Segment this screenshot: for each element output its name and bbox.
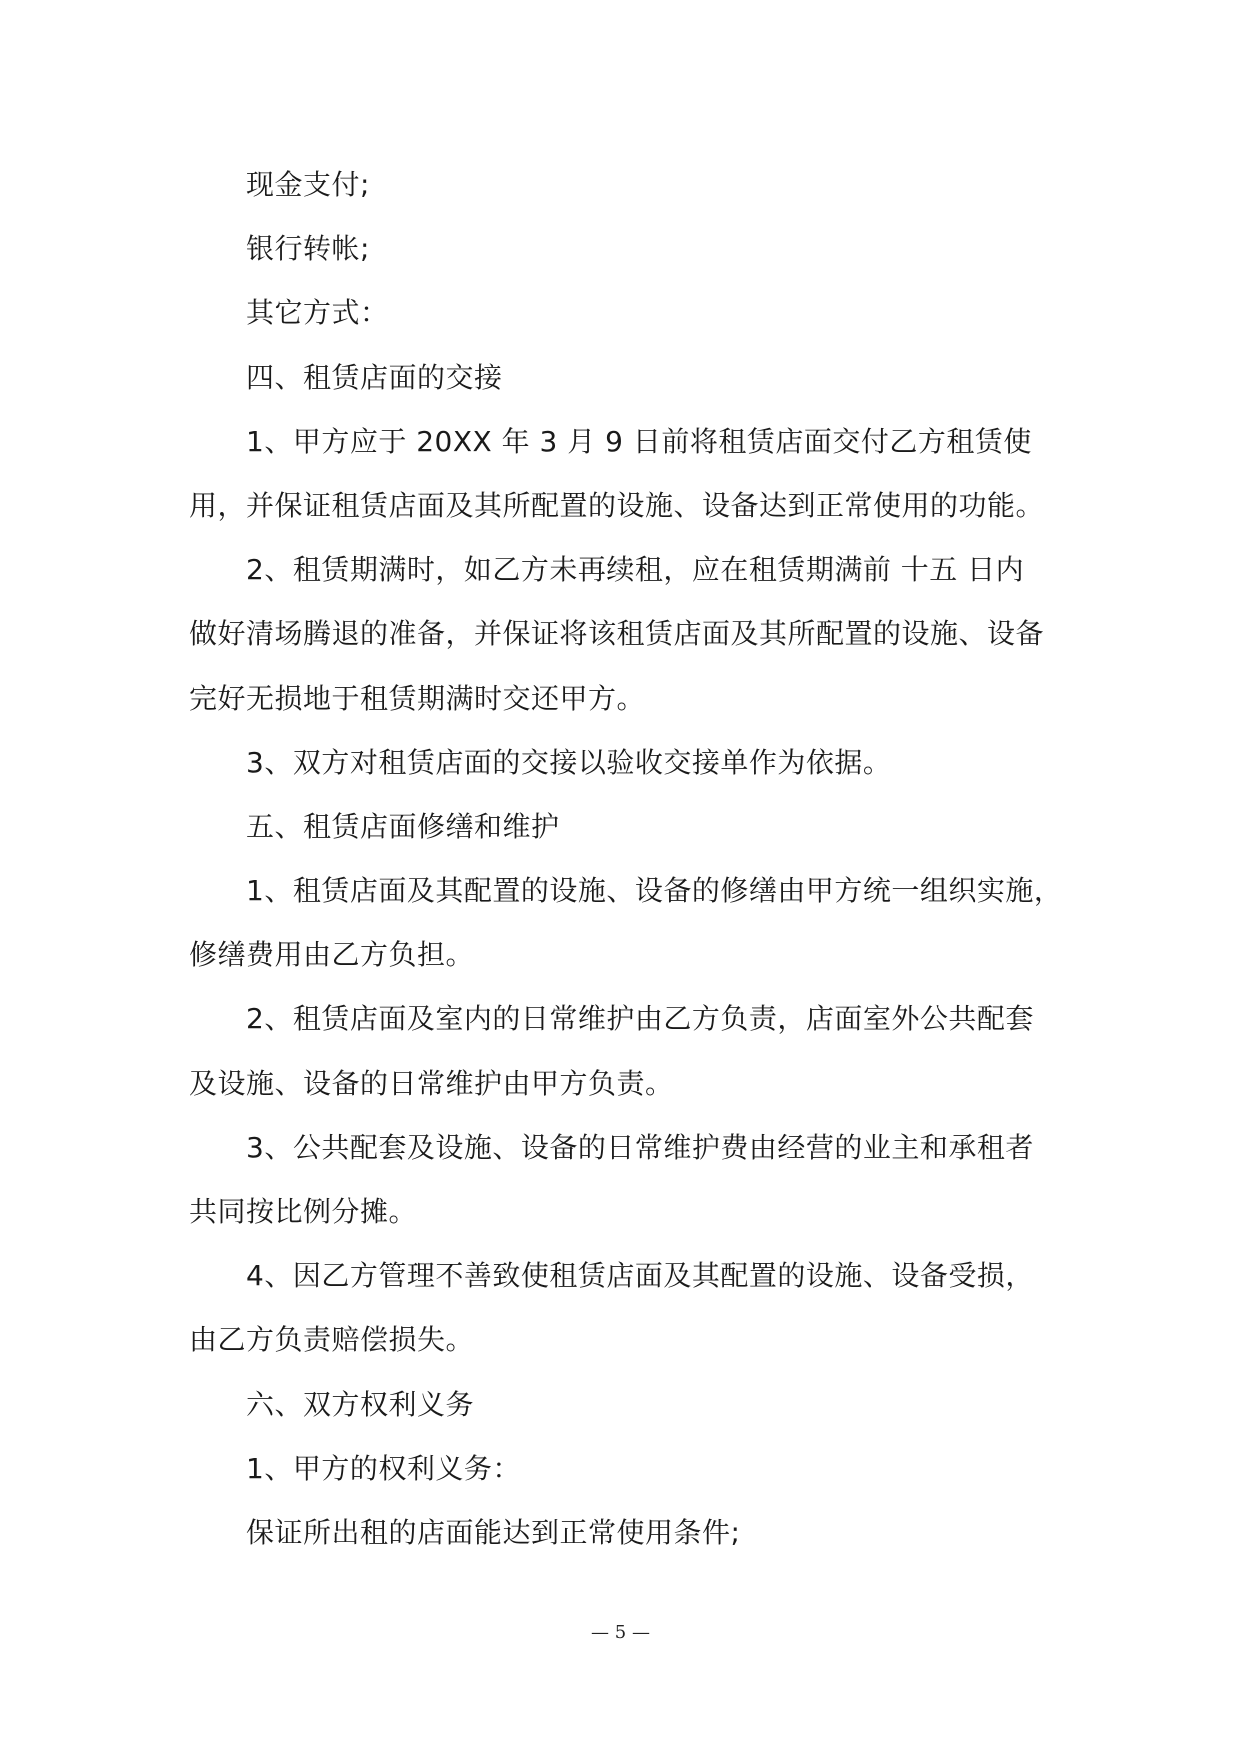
paragraph-line: 及设施、设备的日常维护由甲方负责。 [189, 1066, 674, 1100]
paragraph-line: 做好清场腾退的准备，并保证将该租赁店面及其所配置的设施、设备 [189, 617, 1045, 651]
paragraph-line: 保证所出租的店面能达到正常使用条件; [246, 1515, 741, 1549]
paragraph-line: 现金支付; [246, 168, 370, 201]
paragraph-line: 1、甲方应于 20XX 年 3 月 9 日前将租赁店面交付乙方租赁使 [246, 424, 1032, 458]
paragraph-line: 4、因乙方管理不善致使租赁店面及其配置的设施、设备受损， [246, 1259, 1034, 1293]
paragraph-line: 完好无损地于租赁期满时交还甲方。 [189, 681, 646, 715]
paragraph-line: 共同按比例分摊。 [189, 1195, 418, 1228]
paragraph-line: 银行转帐; [246, 232, 370, 266]
section-heading: 六、双方权利义务 [246, 1387, 475, 1421]
paragraph-line: 3、公共配套及设施、设备的日常维护费由经营的业主和承租者 [246, 1130, 1034, 1164]
paragraph-line: 由乙方负责赔偿损失。 [189, 1323, 475, 1357]
paragraph-line: 1、租赁店面及其配置的设施、设备的修缮由甲方统一组织实施， [246, 874, 1063, 908]
section-heading: 四、租赁店面的交接 [246, 360, 503, 394]
paragraph-line: 2、租赁店面及室内的日常维护由乙方负责，店面室外公共配套 [246, 1002, 1034, 1036]
paragraph-line: 3、双方对租赁店面的交接以验收交接单作为依据。 [246, 745, 892, 779]
document-body [189, 153, 1063, 1565]
page-number: — 5 — [591, 1622, 650, 1643]
section-heading: 五、租赁店面修缮和维护 [246, 809, 560, 843]
paragraph-line: 2、租赁期满时，如乙方未再续租，应在租赁期满前 十五 日内 [246, 553, 1025, 587]
paragraph-line: 其它方式： [246, 296, 389, 330]
paragraph-line: 1、甲方的权利义务： [246, 1451, 521, 1485]
paragraph-line: 用，并保证租赁店面及其所配置的设施、设备达到正常使用的功能。 [189, 488, 1045, 522]
paragraph-line: 修缮费用由乙方负担。 [189, 938, 475, 972]
